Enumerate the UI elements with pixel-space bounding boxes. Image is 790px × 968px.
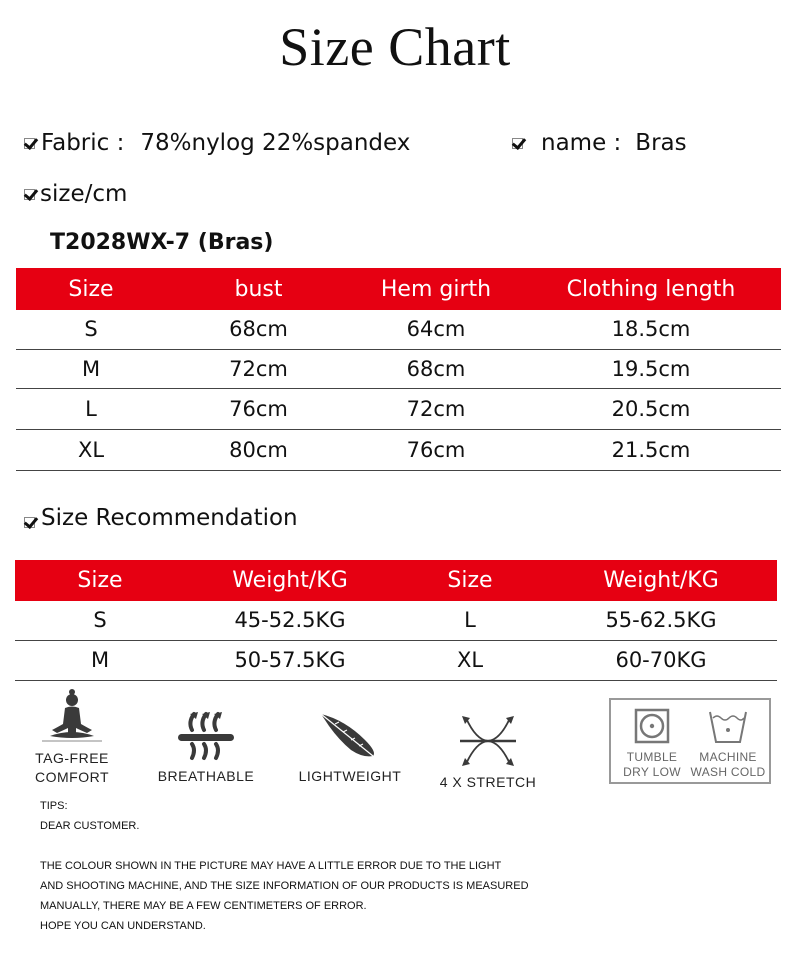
cell-size: XL	[16, 429, 166, 470]
cell-bust: 72cm	[166, 349, 351, 388]
feature-tag-free	[20, 688, 124, 787]
care-instructions-box	[609, 698, 771, 784]
header-size: Size	[16, 268, 166, 310]
cell-clothing-length: 21.5cm	[521, 429, 781, 470]
page-title: Size Chart	[279, 17, 511, 77]
header-size: Size	[15, 560, 185, 601]
cell-hem-girth: 72cm	[351, 388, 521, 429]
table-row	[16, 310, 781, 349]
recommendation-heading-line	[24, 505, 298, 531]
tips-line: THE COLOUR SHOWN IN THE PICTURE MAY HAVE A LITTLE ERROR DUE TO THE LIGHT	[40, 860, 502, 872]
header-weight: Weight/KG	[185, 560, 395, 601]
cell-hem-girth: 64cm	[351, 310, 521, 349]
cell-bust: 68cm	[166, 310, 351, 349]
name-value: Bras	[635, 130, 687, 156]
table-row	[16, 429, 781, 470]
header-weight: Weight/KG	[545, 560, 777, 601]
tips-line: MANUALLY, THERE MAY BE A FEW CENTIMETERS OF ERROR.	[40, 900, 367, 912]
cell-size: M	[16, 349, 166, 388]
unit-label: size/cm	[40, 181, 128, 207]
unit-line	[24, 181, 127, 207]
care-label: MACHINE	[699, 750, 757, 764]
cell-size: S	[16, 310, 166, 349]
cell-weight: 50-57.5KG	[185, 640, 395, 680]
cell-size: M	[15, 640, 185, 680]
size-table-header	[16, 268, 781, 310]
care-label: DRY LOW	[623, 765, 681, 779]
cell-clothing-length: 19.5cm	[521, 349, 781, 388]
cell-size: S	[15, 601, 185, 640]
checkbox-icon	[512, 138, 523, 149]
header-clothing-length: Clothing length	[521, 268, 781, 310]
size-table	[16, 268, 781, 471]
fabric-label: Fabric :	[41, 130, 125, 156]
feature-label: LIGHTWEIGHT	[298, 768, 402, 784]
tips-line: HOPE YOU CAN UNDERSTAND.	[40, 920, 206, 932]
cell-bust: 80cm	[166, 429, 351, 470]
header-hem-girth: Hem girth	[351, 268, 521, 310]
recommendation-table-header	[15, 560, 777, 601]
tumble-dry-icon	[632, 708, 672, 746]
table-row	[15, 640, 777, 680]
header-size: Size	[395, 560, 545, 601]
fabric-value: 78%nylog 22%spandex	[140, 130, 411, 156]
cell-size: XL	[395, 640, 545, 680]
cell-bust: 76cm	[166, 388, 351, 429]
breathable-icon	[176, 710, 236, 762]
stretch-arrows-icon	[456, 714, 520, 768]
meditation-icon	[32, 688, 112, 744]
recommendation-heading: Size Recommendation	[41, 505, 298, 531]
model-number: T2028WX-7 (Bras)	[50, 230, 274, 255]
cell-hem-girth: 76cm	[351, 429, 521, 470]
cell-weight: 60-70KG	[545, 640, 777, 680]
feature-label: 4 X STRETCH	[439, 774, 537, 790]
care-label: WASH COLD	[690, 765, 766, 779]
feature-icon	[315, 710, 385, 762]
table-row	[15, 601, 777, 640]
checkbox-icon	[24, 138, 35, 149]
recommendation-table	[15, 560, 777, 681]
machine-wash-icon	[706, 708, 750, 746]
cell-weight: 45-52.5KG	[185, 601, 395, 640]
cell-hem-girth: 68cm	[351, 349, 521, 388]
fabric-line	[24, 130, 410, 156]
name-label: name :	[541, 130, 622, 156]
feature-lightweight	[290, 710, 410, 786]
tips-greeting: DEAR CUSTOMER.	[40, 820, 140, 832]
checkbox-icon	[24, 517, 35, 528]
table-row	[16, 388, 781, 429]
cell-size: L	[395, 601, 545, 640]
cell-weight: 55-62.5KG	[545, 601, 777, 640]
header-bust: bust	[166, 268, 351, 310]
cell-clothing-length: 18.5cm	[521, 310, 781, 349]
feature-label: BREATHABLE	[157, 768, 255, 784]
name-line	[512, 130, 687, 156]
care-label: TUMBLE	[626, 750, 678, 764]
feature-label: COMFORT	[34, 769, 109, 785]
tips-line: AND SHOOTING MACHINE, AND THE SIZE INFORMATION OF OUR PRODUCTS IS MEASURED	[40, 880, 529, 892]
tips-heading: TIPS:	[40, 800, 68, 812]
feature-label: TAG-FREE	[35, 750, 109, 766]
care-tumble-dry	[615, 708, 689, 780]
feature-4x-stretch	[432, 714, 544, 792]
care-machine-wash	[689, 708, 767, 780]
cell-clothing-length: 20.5cm	[521, 388, 781, 429]
table-row	[16, 349, 781, 388]
tips-section	[40, 796, 529, 936]
checkbox-icon	[24, 189, 35, 200]
feature-breathable	[150, 710, 262, 786]
cell-size: L	[16, 388, 166, 429]
